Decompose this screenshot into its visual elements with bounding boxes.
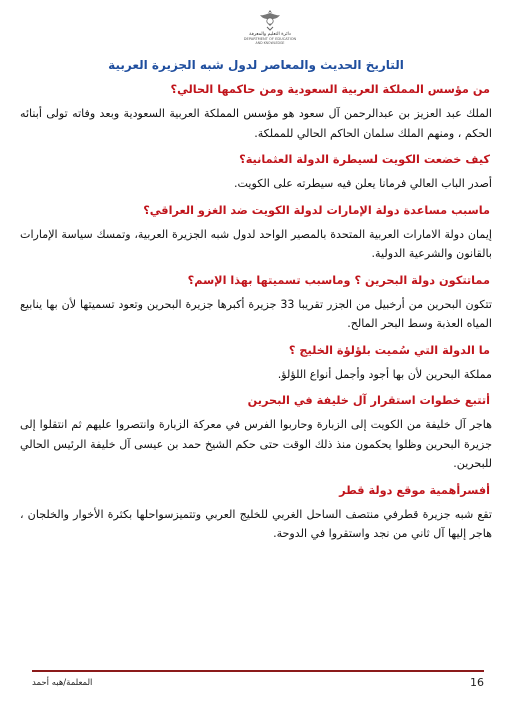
page-footer [32, 670, 484, 689]
question-3: ماسبب مساعدة دولة الإمارات لدولة الكويت ضد الغزو العراقي؟ [143, 203, 490, 217]
page-number: 16 [470, 676, 484, 689]
answer-6: هاجر آل خليفة من الكويت إلى الزبارة وحاربوا الفرس في معركة الزبارة وانتصروا عليهم ثم انتقلوا إلى جزيرة البحرين وظلوا يحكمون منذ ذلك الوقت حتى حكم الشيخ حمد بن عيسى آل خليفة الرئيس الحالي للبحرين. [20, 418, 492, 470]
page-title: التاريخ الحديث والمعاصر لدول شبه الجزيرة العربية [108, 58, 404, 72]
logo-english-line1: DEPARTMENT OF EDUCATION [243, 37, 297, 41]
question-4: مماتتكون دولة البحرين ؟ وماسبب تسميتها بهذا الإسم؟ [187, 273, 490, 287]
teacher-name: المعلمة/هبه أحمد [32, 677, 93, 688]
answer-3: إيمان دولة الامارات العربية المتحدة بالمصير الواحد لدول شبه الجزيرة العربية، وتمسك سياسة الإمارات بالقانون والشرعية الدولية. [20, 227, 492, 260]
logo-arabic-text: دائرة التعليم والمعرفة [249, 32, 291, 37]
footer-divider [32, 670, 484, 672]
question-1: من مؤسس المملكة العربية السعودية ومن حاكمها الحالي؟ [170, 83, 490, 96]
qa-list [20, 82, 492, 553]
question-6: أتتبع خطوات استقرار آل خليفة في البحرين [247, 394, 490, 407]
answer-4: تتكون البحرين من أرخبيل من الجزر تقريبا 33 جزيرة أكبرها جزيرة البحرين وتعود تسميتها لأن بها ينابيع المياه العذبة وسط البحر المالح. [20, 297, 492, 330]
question-5: ما الدولة التي سُميت بلؤلؤة الخليج ؟ [288, 343, 490, 357]
answer-7: تقع شبه جزيرة قطرفي منتصف الساحل الغربي للخليج العربي وتتميزسواحلها بكثرة الأخوار والخلجان ، هاجر إليها آل ثاني من نجد واستقروا في الدوحة. [20, 507, 492, 540]
logo-english-line2: AND KNOWLEDGE [255, 41, 285, 45]
question-7: أفسرأهمية موقع دولة قطر [339, 483, 490, 497]
answer-1: الملك عبد العزيز بن عبدالرحمن آل سعود هو مؤسس المملكة العربية السعودية وبعد وفاته تولى أبنائه الحكم ، ومنهم الملك سلمان الحاكم الحالي للمملكة. [20, 107, 492, 140]
answer-5: مملكة البحرين لأن بها أجود وأجمل أنواع اللؤلؤ. [277, 367, 492, 381]
question-2: كيف خضعت الكويت لسيطرة الدولة العثمانية؟ [239, 153, 490, 166]
falcon-emblem-icon [257, 8, 283, 32]
ministry-logo [240, 8, 300, 45]
answer-2: أصدر الباب العالي فرمانا يعلن فيه سيطرته على الكويت. [234, 177, 492, 190]
